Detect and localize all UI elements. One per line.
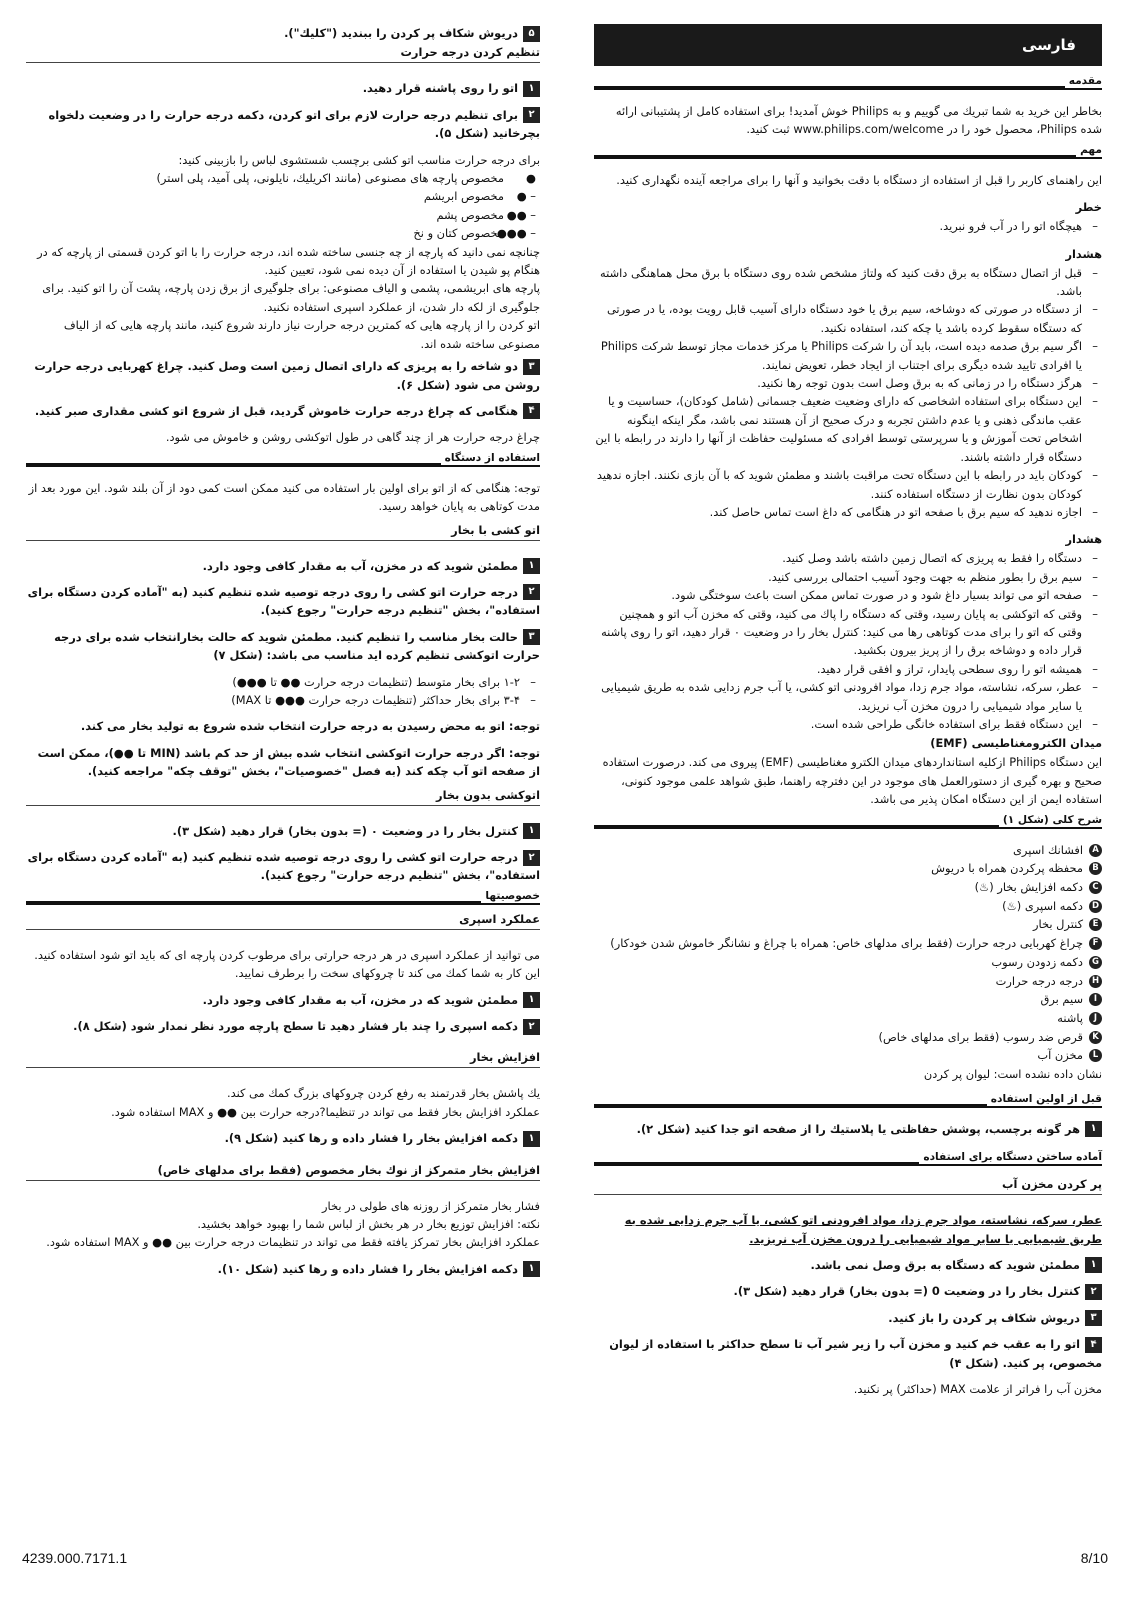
letter-badge: J <box>1089 1012 1102 1025</box>
numbered-step: ۱کنترل بخار را در وضعیت ۰ (= بدون بخار) قرار دهید (شکل ۳). <box>26 822 540 840</box>
numbered-step: ۱مطمئن شوید که در مخزن، آب به مقدار کافی وجود دارد. <box>26 557 540 575</box>
numbered-step: ۳دو شاخه را به پریزی که دارای اتصال زمین است وصل کنید. چراغ کهربایی درجه حرارت روشن می شود (شکل ۶). <box>34 359 540 392</box>
numbered-step: ۱دکمه افزایش بخار را فشار داده و رها کنید (شکل ۹). <box>26 1129 540 1147</box>
temp-setting-item: ● مخصوص پارچه های مصنوعی (مانند اکریلیك، نایلونی، پلی آمید، پلی استر) <box>26 169 540 187</box>
section-heading-overview: شرح کلی (شکل ۱) <box>594 825 1102 829</box>
list-item: – ۳-۴ برای بخار حداکثر (تنظیمات درجه حرارت ●●● تا MAX) <box>26 691 540 709</box>
step-number: ۳ <box>1085 1310 1102 1326</box>
before-steps <box>594 1120 1102 1146</box>
dash-bullet: – <box>1092 551 1098 566</box>
numbered-step: ۴اتو را به عقب خم کنید و مخزن آب را زیر شیر آب تا سطح حداکثر با استفاده از لیوان مخصوص، پر کنید. (شکل ۴) <box>609 1337 1102 1370</box>
temp-heading: تنظیم کردن درجه حرارت <box>26 42 540 63</box>
components-list <box>594 841 1102 1065</box>
letter-badge: I <box>1089 993 1102 1006</box>
dash-bullet: – <box>1092 606 1098 621</box>
temp-text-3: اتو کردن را از پارچه هایی که کمترین درجه حرارت نیاز دارند شروع کنید، مانند پارچه هایی که از الیاف مصنوعی ساخته شده اند. <box>63 318 540 351</box>
step-number: ۱ <box>523 558 540 574</box>
boost-steps <box>26 1129 540 1155</box>
fill-note: مخزن آب را فراتر از علامت MAX (حداکثر) پر نکنید. <box>853 1381 1102 1396</box>
caution-list <box>594 549 1102 733</box>
step-number: ۲ <box>523 584 540 600</box>
steam-items <box>26 673 540 710</box>
list-item: – قبل از اتصال دستگاه به برق دقت کنید که ولتاژ مشخص شده روی دستگاه با برق محل هماهنگی داشته باشد. <box>600 265 1098 299</box>
letter-badge: F <box>1089 937 1102 950</box>
page-number: 8/10 <box>1080 1550 1108 1566</box>
letter-badge: L <box>1089 1049 1102 1062</box>
dot-marker: – ●● <box>506 207 536 222</box>
step-5-close-lid: ۵دریوش شکاف پر کردن را ببندید ("کلیك"). <box>26 24 540 42</box>
temp-setting-item: – ●●● مخصوص کتان و نخ <box>26 224 540 242</box>
steam-note-1: توجه: اتو به محض رسیدن به درجه حرارت انتخاب شده شروع به تولید بخار می کند. <box>80 719 540 734</box>
spray-steps <box>26 991 540 1044</box>
list-item: – ۱-۲ برای بخار متوسط (تنظیمات درجه حرارت ●● تا ●●●) <box>26 673 540 691</box>
warning-list <box>594 264 1102 522</box>
fill-steps <box>594 1256 1102 1380</box>
dash-bullet: – <box>1092 302 1098 317</box>
step-number: ۴ <box>1085 1337 1102 1353</box>
numbered-step: ۲برای تنظیم درجه حرارت لازم برای اتو کردن، دکمه درجه حرارت را در وضعیت دلخواه بچرخانید (شکل ۵). <box>48 107 540 141</box>
letter-badge: D <box>1089 900 1102 913</box>
component-item: Dدکمه اسپری (♨) <box>594 897 1102 916</box>
section-heading-features: خصوصیتها <box>26 901 540 905</box>
step-number: ۳ <box>523 359 540 375</box>
step-number: ۱ <box>523 823 540 839</box>
step-number: ۲ <box>523 107 540 123</box>
dot-marker: – ● <box>516 189 536 204</box>
component-item: Aافشانك اسپری <box>594 841 1102 860</box>
temp-setting-item: – ● مخصوص ابریشم <box>26 187 540 205</box>
letter-badge: K <box>1089 1031 1102 1044</box>
steam-steps <box>26 557 540 673</box>
conc-steps <box>26 1260 540 1286</box>
list-item: – کودکان باید در رابطه با این دستگاه تحت مراقبت باشند و مطمئن شوید که با آن بازی نکنند. اجازه ندهید کودکان بدون نظارت از دستگاه استفاده کنند. <box>596 468 1098 501</box>
component-item: Lمخزن آب <box>594 1046 1102 1065</box>
temp-text-1: چنانچه نمی دانید که پارچه از چه جنسی ساخته شده اند، درجه حرارت را با اتو کردن قسمتی از پارچه که در هنگام پو شیدن یا استفاده از آن دیده نمی شود، تعیین کنید. <box>37 244 540 278</box>
list-item: – وقتی که اتوکشی به پایان رسید، وقتی که دستگاه را پاك می کنید، وقتی که مخزن آب اتو و همچنین وقتی که اتو را برای مدت کوتاهی رها می کنید: کنترل بخار را در وضعیت ۰ قرار دهید، اتو را روی پاشنه قرار داده و دوشاخه برق را از پریز بیرون بکشید. <box>601 606 1098 658</box>
list-item: – اجازه ندهید که سیم برق با صفحه اتو در هنگامی که داغ است تماس حاصل کند. <box>594 503 1102 521</box>
section-heading-use: استفاده از دستگاه <box>26 463 540 467</box>
step-number: ۱ <box>1085 1121 1102 1137</box>
letter-badge: G <box>1089 956 1102 969</box>
letter-badge: C <box>1089 881 1102 894</box>
list-item: – همیشه اتو را روی سطحی پایدار، تراز و افقی قرار دهید. <box>594 660 1102 678</box>
numbered-step: ۴هنگامی که چراغ درجه حرارت خاموش گردید، قبل از شروع اتو کشی مقداری صبر کنید. <box>26 402 540 420</box>
component-item: Kقرص ضد رسوب (فقط برای مدلهای خاص) <box>594 1028 1102 1047</box>
step-number: ۲ <box>523 1019 540 1035</box>
component-item: Iسیم برق <box>594 990 1102 1009</box>
component-item: Jپاشنه <box>594 1009 1102 1028</box>
dash-bullet: – <box>530 692 536 707</box>
list-item: – اگر سیم برق صدمه دیده است، باید آن را شرکت Philips یا مرکز خدمات مجاز توسط شرکت Philips یا افرادی تایید شده دیگری برای اجتناب از ایجاد خطر، تعویض نمایند. <box>600 339 1098 372</box>
dash-bullet: – <box>1092 376 1098 391</box>
right-column <box>594 24 1102 1398</box>
temp-steps <box>26 79 540 150</box>
conc-text-1: فشار بخار متمرکز از روزنه های طولی در بخار <box>322 1198 540 1213</box>
dash-bullet: – <box>1092 569 1098 584</box>
dash-bullet: – <box>1092 504 1098 519</box>
list-item: – این دستگاه برای استفاده اشخاصی که دارای وضعیت ضعیف جسمانی (شامل کودکان)، حساسیت و یا عقب ماندگی ذهنی و یا عدم داشتن تجربه و درک صحیح از آن هستند نمی باشد، مگر اینکه اینگونه اشخاص تحت آموزش و یا سرپرستی توسط افرادی که مسئولیت حفاظت از آنها را دارند در رابطه با این دستگاه قرار داشته باشند. <box>595 394 1098 464</box>
numbered-step: ۳دریوش شکاف پر کردن را باز کنید. <box>594 1309 1102 1327</box>
language-header: فارسی <box>594 24 1102 66</box>
section-heading-intro: مقدمه <box>594 86 1102 90</box>
warning-heading: هشدار <box>1065 246 1102 261</box>
numbered-step: ۱دکمه افزایش بخار را فشار داده و رها کنید (شکل ۱۰). <box>26 1260 540 1278</box>
dash-bullet: – <box>1092 716 1098 731</box>
list-item: – هیچگاه اتو را در آب فرو نبرید. <box>594 217 1102 235</box>
left-column <box>26 24 540 1286</box>
letter-badge: H <box>1089 975 1102 988</box>
letter-badge: E <box>1089 918 1102 931</box>
numbered-step: ۳حالت بخار مناسب را تنظیم کنید. مطمئن شوید که حالت بخارانتخاب شده برای درجه حرارت اتوکشی تنظیم کرده اید مناسب می باشد: (شکل ۷) <box>54 629 540 663</box>
step-number: ۱ <box>523 1261 540 1277</box>
not-shown-note: نشان داده نشده است: لیوان پر کردن <box>923 1067 1102 1082</box>
letter-badge: A <box>1089 844 1102 857</box>
temp-steps-2 <box>26 357 540 428</box>
dash-bullet: – <box>1092 394 1098 409</box>
spray-heading: عملکرد اسپری <box>26 909 540 930</box>
dash-bullet: – <box>1092 588 1098 603</box>
temp-text-4: چراغ درجه حرارت هر از چند گاهی در طول اتوکشی روشن و خاموش می شود. <box>165 430 540 445</box>
dry-heading: اتوکشی بدون بخار <box>26 785 540 806</box>
dash-bullet: – <box>1092 265 1098 280</box>
list-item: – از دستگاه در صورتی که دوشاخه، سیم برق یا خود دستگاه دارای آسیب قابل رویت بوده، یا در صورتی که دستگاه سقوط کرده باشد یا چکه کند، استفاده نکنید. <box>606 302 1098 335</box>
danger-heading: خطر <box>1075 200 1102 215</box>
list-item: – عطر، سرکه، نشاسته، مواد جرم زدا، مواد افرودنی اتو کشی، یا آب جرم زدایی شده به طریق شیمیایی یا سایر مواد شیمیایی را درون مخزن آب نریزید. <box>601 680 1098 713</box>
dot-marker: ● <box>526 171 536 186</box>
list-item: – دستگاه را فقط به پریزی که اتصال زمین داشته باشد وصل کنید. <box>594 549 1102 567</box>
conc-text-3: عملکرد افزایش بخار تمرکز یافته فقط می تواند در تنظیمات درجه حرارت بین ●● و MAX استفاده شود. <box>46 1235 540 1250</box>
step-number: ۱ <box>523 81 540 97</box>
component-item: Hدرجه درجه حرارت <box>594 972 1102 991</box>
step-number: ۳ <box>523 629 540 645</box>
boost-heading: افزایش بخار <box>26 1047 540 1068</box>
dash-bullet: – <box>1092 468 1098 483</box>
list-item: – صفحه اتو می تواند بسیار داغ شود و در صورت تماس ممکن است باعث سوختگی شود. <box>594 586 1102 604</box>
dot-marker: – ●●● <box>496 226 536 241</box>
step-number: ۲ <box>523 850 540 866</box>
letter-badge: B <box>1089 862 1102 875</box>
fill-heading: پر کردن مخزن آب <box>594 1174 1102 1195</box>
emf-heading: میدان الکترومغناطیسی (EMF) <box>930 736 1102 751</box>
temp-check: برای درجه حرارت مناسب اتو کشی برچسب شستشوی لباس را بازبینی کنید: <box>178 152 540 167</box>
temp-text-2: پارچه های ابریشمی، پشمی و الیاف مصنوعی: برای جلوگیری از برق زدن پارچه، پشت آن را اتو کنید. برای جلوگیری از لکه دار شدن، از عملکرد اسپری استفاده نکنید. <box>42 281 540 314</box>
conc-text-2: نکته: افزایش توزیع بخار در هر بخش از لباس شما را بهبود خواهد بخشید. <box>197 1217 540 1232</box>
numbered-step: ۱مطمئن شوید که دستگاه به برق وصل نمی باشد. <box>594 1256 1102 1274</box>
step-number: ۲ <box>1085 1284 1102 1300</box>
step-number: ۵ <box>523 26 540 42</box>
dry-steps <box>26 822 540 893</box>
boost-text-2: عملکرد افزایش بخار فقط می تواند در تنظیما?درجه حرارت بین ●● و MAX استفاده شود. <box>111 1104 540 1119</box>
steam-heading: اتو کشی با بخار <box>26 520 540 541</box>
list-item: – هرگز دستگاه را در زمانی که به برق وصل است بدون توجه رها نکنید. <box>594 374 1102 392</box>
dash-bullet: – <box>1092 339 1098 354</box>
steam-note-2: توجه: اگر درجه حرارت اتوکشی انتخاب شده بیش از حد کم باشد (MIN تا ●●)، ممکن است از صفحه اتو آب چکه کند (به فصل "خصوصیات"، بخش "توقف چکه" مراجعه کنید). <box>37 745 540 779</box>
numbered-step: ۲درجه حرارت اتو کشی را روی درجه توصیه شده تنظیم کنید (به "آماده کردن دستگاه برای استفاده"، بخش "تنظیم درجه حرارت" رجوع کنید). <box>27 850 540 883</box>
section-heading-important: مهم <box>594 155 1102 159</box>
section-heading-before-first-use: قبل از اولین استفاده <box>594 1104 1102 1108</box>
boost-text-1: یك پاشش بخار قدرتمند به رفع کردن چروکهای بزرگ کمك می کند. <box>226 1086 540 1101</box>
step-number: ۱ <box>1085 1257 1102 1273</box>
use-note: توجه: هنگامی که از اتو برای اولین بار استفاده می کنید ممکن است کمی دود از آن بلند شود. این مورد بعد از مدت کوتاهی به پایان خواهد رسید. <box>28 480 540 514</box>
list-item: – سیم برق را بطور منظم به جهت وجود آسیب احتمالی بررسی کنید. <box>594 568 1102 586</box>
dash-bullet: – <box>1092 219 1098 234</box>
conc-heading: افزایش بخار متمرکز از نوك بخار مخصوص (فقط برای مدلهای خاص) <box>26 1160 540 1181</box>
component-item: Eکنترل بخار <box>594 915 1102 934</box>
numbered-step: ۱هر گونه برچسب، پوشش حفاظتی یا پلاستیك را از صفحه اتو جدا کنید (شکل ۲). <box>594 1120 1102 1138</box>
component-item: Gدکمه زدودن رسوب <box>594 953 1102 972</box>
danger-list <box>594 217 1102 235</box>
numbered-step: ۲دکمه اسپری را چند بار فشار دهید تا سطح پارچه مورد نظر نمدار شود (شکل ۸). <box>26 1017 540 1035</box>
component-item: Bمحفظه پرکردن همراه با دریوش <box>594 859 1102 878</box>
numbered-step: ۱مطمئن شوید که در مخزن، آب به مقدار کافی وجود دارد. <box>26 991 540 1009</box>
document-code: 4239.000.7171.1 <box>22 1550 128 1566</box>
step-number: ۱ <box>523 992 540 1008</box>
numbered-step: ۲درجه حرارت اتو کشی را روی درجه توصیه شده تنظیم کنید (به "آماده کردن دستگاه برای استفاده"، بخش "تنظیم درجه حرارت" رجوع کنید). <box>27 584 540 618</box>
numbered-step: ۲کنترل بخار را در وضعیت 0 (= بدون بخار) قرار دهید (شکل ۳). <box>594 1282 1102 1300</box>
dash-bullet: – <box>530 674 536 689</box>
step-number: ۴ <box>523 403 540 419</box>
dash-bullet: – <box>1092 680 1098 695</box>
component-item: Fچراغ کهربایی درجه حرارت (فقط برای مدلهای خاص: همراه با چراغ و نشانگر خاموش شدن خودکار) <box>594 934 1102 953</box>
important-text: این راهنمای کاربر را قبل از استفاده از دستگاه با دقت بخوانید و آنها را برای مراجعه آینده نگهداری کنید. <box>616 172 1102 187</box>
numbered-step: ۱اتو را روی پاشنه قرار دهید. <box>26 79 540 97</box>
intro-text: بخاطر این خرید به شما تبریك می گوییم و به Philips خوش آمدید! برای استفاده کامل از پشتیبانی ارائه شده Philips، محصول خود را در www.philips.com/welcome ثبت کنید. <box>615 104 1102 137</box>
temp-items <box>26 169 540 243</box>
temp-setting-item: – ●● مخصوص پشم <box>26 206 540 224</box>
emf-text: این دستگاه Philips ازکلیه استانداردهای میدان الکترو مغناطیسی (EMF) پیروی می کند. درصورت استفاده صحیح و بهره گیری از دستورالعمل های موجود در این دفترچه راهنما، طبق شواهد علمی موجود کنونی، استفاده ایمن از این دستگاه امکان پذیر می باشد. <box>602 755 1102 807</box>
dash-bullet: – <box>1092 661 1098 676</box>
step-number: ۱ <box>523 1131 540 1147</box>
list-item: – این دستگاه فقط برای استفاده خانگی طراحی شده است. <box>594 715 1102 733</box>
fill-warning: عطر، سرکه، نشاسته، مواد جرم زدا، مواد افرودنی اتو کشی، یا آب جرم زدایی شده به طریق شیمیایی یا سایر مواد شیمیایی را درون مخزن آب نریزید. <box>624 1213 1102 1246</box>
spray-text: می توانید از عملکرد اسپری در هر درجه حرارتی برای مرطوب کردن پارچه ای که باید اتو شود استفاده کنید. این کار به شما کمك می کند تا چروکهای سخت را برطرف نمایید. <box>34 947 540 981</box>
component-item: Cدکمه افزایش بخار (♨) <box>594 878 1102 897</box>
section-heading-preparation: آماده ساختن دستگاه برای استفاده <box>594 1162 1102 1166</box>
caution-heading: هشدار <box>1065 532 1102 547</box>
